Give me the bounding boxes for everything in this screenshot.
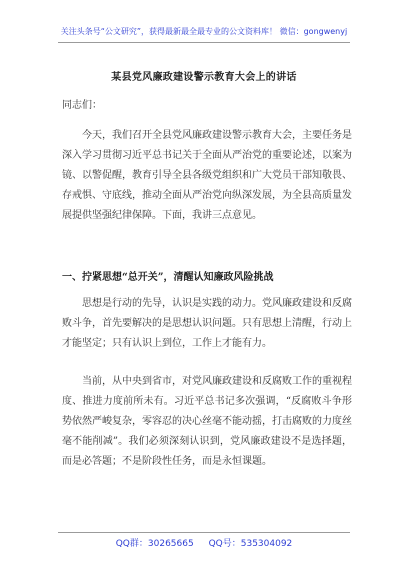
section-heading: 一、拧紧思想“总开关”，清醒认知廉政风险挑战 bbox=[62, 272, 274, 283]
header-divider bbox=[58, 42, 350, 43]
salutation: 同志们： bbox=[62, 100, 102, 111]
footer bbox=[0, 536, 408, 549]
document-title: 某县党风廉政建设警示教育大会上的讲话 bbox=[111, 72, 297, 83]
footer-qq-group: QQ群：30265665 bbox=[115, 539, 194, 549]
paragraph-section-1: 思想是行动的先导，认识是实践的动力。党风廉政建设和反腐败斗争，首先要解决的是思想认识问题。只有思想上清醒，行动上才能坚定；只有认识上到位，工作上才能有力。 bbox=[62, 298, 352, 349]
footer-qq-number: QQ号：535304092 bbox=[208, 539, 293, 549]
header-banner: 关注头条号“公文研究”，获得最新最全最专业的公文资料库！ 微信：gongwenyj bbox=[60, 27, 348, 36]
paragraph-section-2: 当前，从中央到省市，对党风廉政建设和反腐败工作的重视程度、推进力度前所未有。习近平总书记多次强调，“反腐败斗争形势依然严峻复杂，零容忍的决心丝毫不能动摇，打击腐败的力度丝毫不能削减”。我们必须深刻认识到，党风廉政建设不是选择题，而是必答题；不是阶段性任务，而是永恒课题。 bbox=[62, 376, 352, 467]
footer-divider bbox=[58, 532, 350, 533]
paragraph-intro: 今天，我们召开全县党风廉政建设警示教育大会，主要任务是深入学习贯彻习近平总书记关于全面从严治党的重要论述，以案为镜、以警促醒，教育引导全县各级党组织和广大党员干部知敬畏、存戒惧、守底线，推动全面从严治党向纵深发展，为全县高质量发展提供坚强纪律保障。下面，我讲三点意见。 bbox=[62, 130, 352, 221]
